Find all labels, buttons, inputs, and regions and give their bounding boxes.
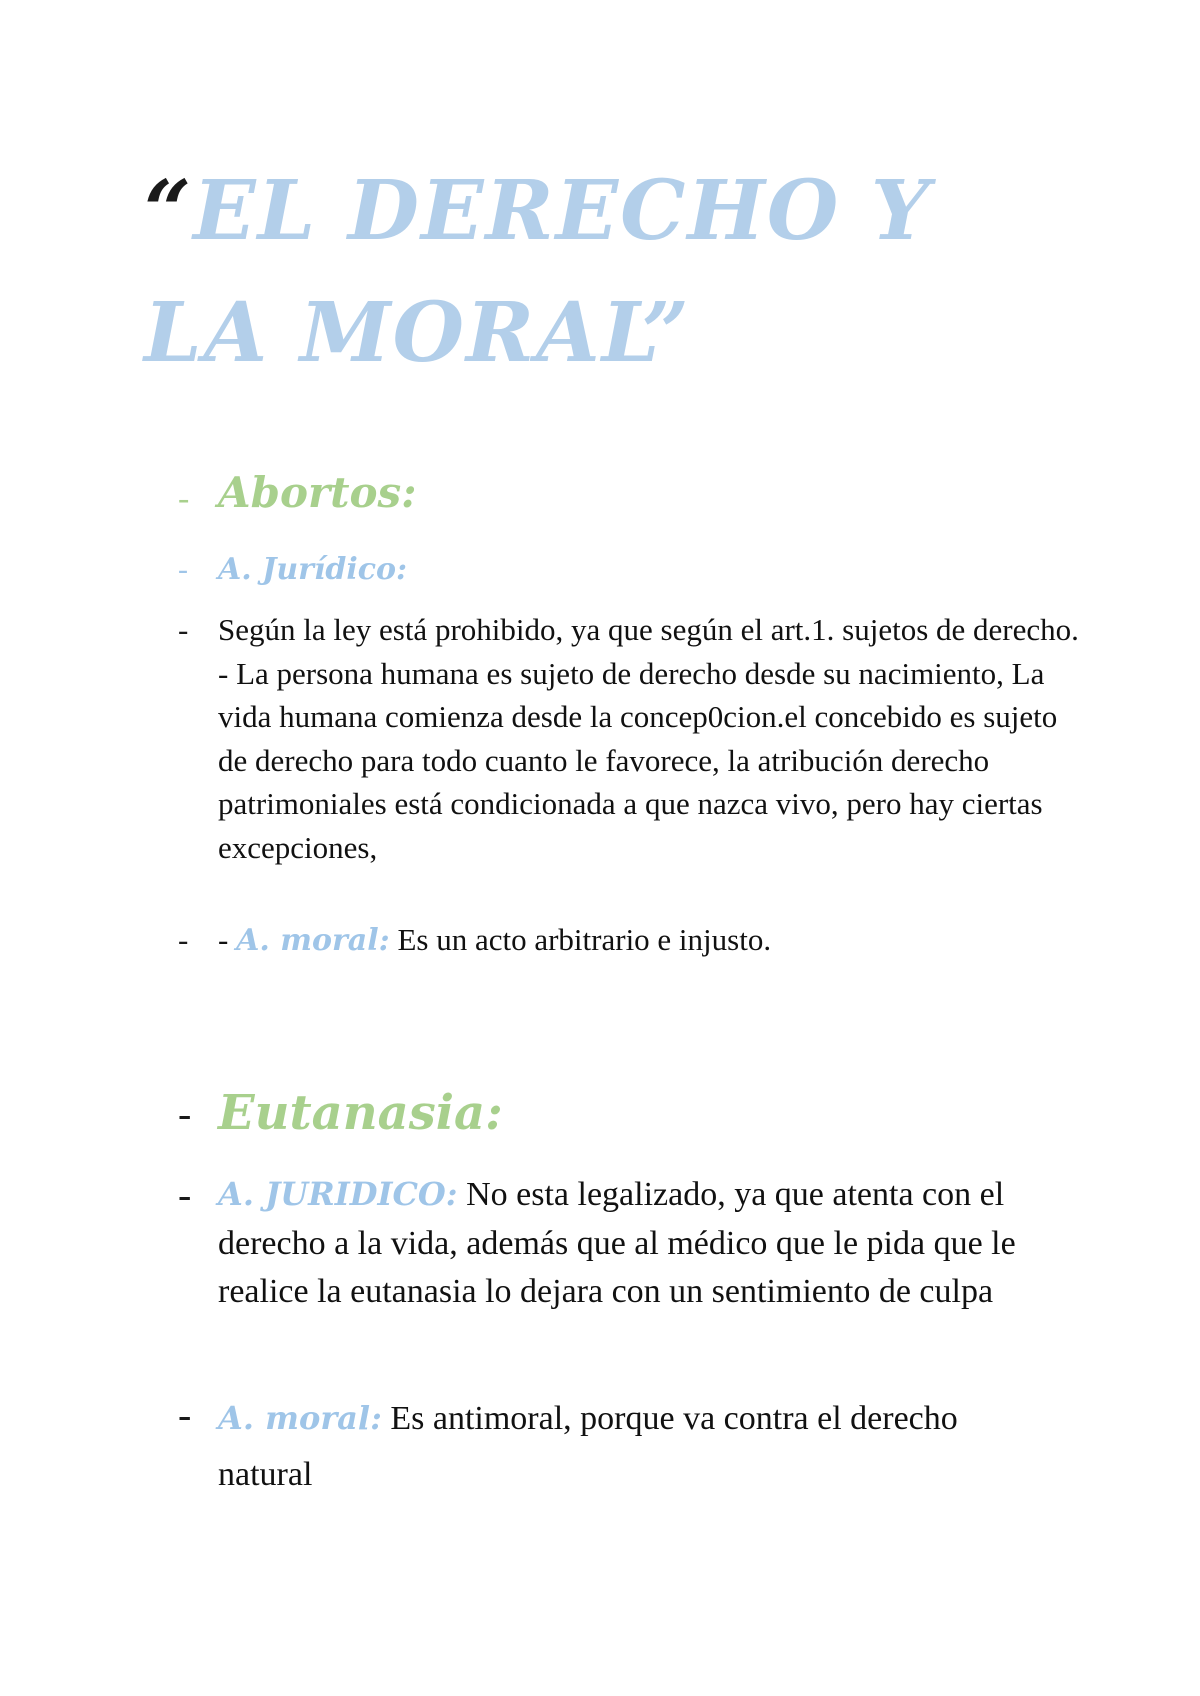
abortos-juridico-row: [178, 550, 1078, 594]
title-open-quote: “: [144, 163, 194, 259]
title-close-quote: ”: [641, 285, 691, 381]
label-abortos-juridico: A. Jurídico:: [218, 552, 408, 587]
list-bullet: -: [178, 922, 189, 957]
section-heading-eutanasia: Eutanasia:: [218, 1085, 503, 1141]
moral-prefix-dash: -: [218, 922, 237, 957]
page-title: [144, 150, 1044, 394]
title-line-1: EL DERECHO Y: [193, 163, 932, 259]
abortos-juridico-text-row: [178, 608, 1078, 928]
eutanasia-juridico-text: No esta legalizado, ya que atenta con el derecho a la vida, además que al médico que le pida que le realice la eutanasia lo dejara con un sentimiento de culpa: [218, 1176, 1016, 1310]
section-eutanasia-heading-row: [178, 1085, 1078, 1145]
eutanasia-moral-text: Es antimoral, porque va contra el derecho natural: [218, 1400, 958, 1493]
label-eutanasia-juridico: A. JURIDICO:: [218, 1175, 458, 1213]
eutanasia-juridico-line: [218, 1170, 1088, 1317]
eutanasia-moral-row: [178, 1390, 1078, 1500]
list-bullet: -: [178, 480, 190, 517]
list-bullet: -: [178, 553, 188, 586]
title-line-2: LA MORAL: [144, 285, 642, 381]
section-heading-abortos: Abortos:: [218, 468, 417, 517]
abortos-moral-line: [218, 918, 1098, 963]
abortos-juridico-paragraph: Según la ley está prohibido, ya que según el art.1. sujetos de derecho. - La persona humana es sujeto de derecho desde su nacimiento, La vida humana comienza desde la concep0cion.el concebido es sujeto de derecho para todo cuanto le favorece, la atribución derecho patrimoniales está condicionada a que nazca vivo, pero hay ciertas excepciones,: [218, 612, 1079, 865]
abortos-moral-text: Es un acto arbitrario e injusto.: [389, 922, 772, 957]
list-bullet: -: [178, 612, 189, 647]
section-abortos-heading-row: [178, 468, 1078, 524]
list-bullet: -: [178, 1091, 192, 1136]
label-eutanasia-moral: A. moral:: [218, 1399, 382, 1437]
list-bullet: -: [178, 1392, 192, 1437]
label-abortos-moral: A. moral:: [236, 923, 390, 958]
eutanasia-moral-line: [218, 1390, 978, 1503]
eutanasia-juridico-row: [178, 1170, 1078, 1380]
abortos-moral-row: [178, 918, 1078, 964]
list-bullet: -: [178, 1172, 192, 1217]
